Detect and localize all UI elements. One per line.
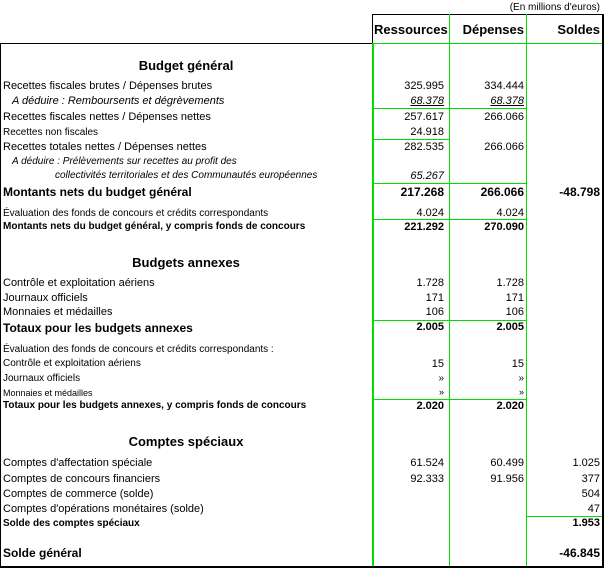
cell-soldes: -48.798 xyxy=(559,185,600,199)
header-top-border xyxy=(372,14,604,15)
cell-ressources: 2.020 xyxy=(416,400,444,412)
cell-ressources: 325.995 xyxy=(404,80,444,92)
rule xyxy=(373,139,450,140)
cell-soldes: 377 xyxy=(581,473,600,485)
row-label: collectivités territoriales et des Communautés européennes xyxy=(55,170,318,181)
cell-ressources: 24.918 xyxy=(410,126,444,138)
cell-ressources: 217.268 xyxy=(400,185,444,199)
section-title-comptes-speciaux: Comptes spéciaux xyxy=(128,434,244,449)
label-top-border xyxy=(0,43,373,44)
header-bottom-border xyxy=(373,43,602,44)
column-header-ressources: Ressources xyxy=(374,22,448,37)
cell-depenses: 2.020 xyxy=(496,400,524,412)
row-label: Journaux officiels xyxy=(3,373,81,384)
cell-depenses: 1.728 xyxy=(496,277,524,289)
row-label: Évaluation des fonds de concours et crédits correspondants : xyxy=(3,344,274,355)
cell-ressources: 282.535 xyxy=(404,141,444,153)
row-label: A déduire : Prélèvements sur recettes au profit des xyxy=(12,156,237,167)
solde-general-value: -46.845 xyxy=(559,546,600,560)
cell-depenses: 334.444 xyxy=(484,80,524,92)
row-label: Recettes totales nettes / Dépenses nettes xyxy=(3,141,207,153)
column-header-depenses: Dépenses xyxy=(462,22,524,37)
column-header-soldes: Soldes xyxy=(557,22,600,37)
row-label: Journaux officiels xyxy=(3,292,88,304)
section-title-budgets-annexes: Budgets annexes xyxy=(132,255,240,270)
row-label: Contrôle et exploitation aériens xyxy=(3,358,141,369)
row-label: Comptes d'opérations monétaires (solde) xyxy=(3,503,204,515)
cell-depenses: 2.005 xyxy=(496,321,524,333)
row-label: Comptes de commerce (solde) xyxy=(3,488,154,500)
cell-depenses: 68.378 xyxy=(490,95,524,107)
row-label: Recettes non fiscales xyxy=(3,127,99,138)
row-label: Totaux pour les budgets annexes, y compris fonds de concours xyxy=(3,400,307,411)
rule xyxy=(373,108,527,109)
unit-note: (En millions d'euros) xyxy=(509,2,600,13)
row-label: A déduire : Remboursents et dégrèvements xyxy=(12,95,225,107)
row-label: Solde des comptes spéciaux xyxy=(3,518,140,529)
cell-soldes: 504 xyxy=(581,488,600,500)
cell-depenses: » xyxy=(518,387,524,397)
left-border xyxy=(0,43,1,567)
cell-soldes: 47 xyxy=(587,503,600,515)
rule xyxy=(373,183,527,184)
cell-ressources: 257.617 xyxy=(404,111,444,123)
cell-ressources: 4.024 xyxy=(416,207,444,219)
cell-ressources: 1.728 xyxy=(416,277,444,289)
row-label: Montants nets du budget général xyxy=(3,185,192,199)
cell-ressources: 106 xyxy=(425,306,444,318)
cell-ressources: 221.292 xyxy=(404,221,444,233)
row-label: Totaux pour les budgets annexes xyxy=(3,321,193,335)
cell-depenses: 4.024 xyxy=(496,207,524,219)
cell-ressources: » xyxy=(438,387,444,397)
section-title-budget-general: Budget général xyxy=(138,58,234,73)
row-label: Comptes d'affectation spéciale xyxy=(3,457,153,469)
cell-depenses: 266.066 xyxy=(484,111,524,123)
row-label: Montants nets du budget général, y compris fonds de concours xyxy=(3,221,306,232)
row-label: Monnaies et médailles xyxy=(3,306,113,318)
row-label: Comptes de concours financiers xyxy=(3,473,161,485)
rule xyxy=(373,219,527,220)
cell-ressources: 61.524 xyxy=(410,457,444,469)
cell-soldes: 1.025 xyxy=(572,457,600,469)
cell-depenses: 266.066 xyxy=(480,185,524,199)
cell-depenses: 106 xyxy=(505,306,524,318)
cell-ressources: 68.378 xyxy=(410,95,444,107)
cell-ressources: 171 xyxy=(425,292,444,304)
cell-ressources: 65.267 xyxy=(410,170,444,182)
row-label: Évaluation des fonds de concours et crédits correspondants xyxy=(3,208,269,219)
cell-ressources: » xyxy=(438,373,444,384)
cell-ressources: 92.333 xyxy=(410,473,444,485)
cell-depenses: 171 xyxy=(505,292,524,304)
header-left-border xyxy=(372,14,373,44)
row-label: Recettes fiscales nettes / Dépenses nettes xyxy=(3,111,211,123)
solde-general-label: Solde général xyxy=(3,546,82,560)
cell-depenses: 60.499 xyxy=(490,457,524,469)
row-label: Monnaies et médailles xyxy=(3,388,93,398)
cell-soldes: 1.953 xyxy=(572,517,600,529)
cell-ressources: 15 xyxy=(431,358,444,370)
row-label: Contrôle et exploitation aériens xyxy=(3,277,155,289)
cell-depenses: 15 xyxy=(511,358,524,370)
col-separator-soldes xyxy=(526,14,527,566)
cell-depenses: » xyxy=(518,373,524,384)
row-label: Recettes fiscales brutes / Dépenses brutes xyxy=(3,80,213,92)
cell-ressources: 2.005 xyxy=(416,321,444,333)
cell-depenses: 91.956 xyxy=(490,473,524,485)
cell-depenses: 266.066 xyxy=(484,141,524,153)
cell-depenses: 270.090 xyxy=(484,221,524,233)
